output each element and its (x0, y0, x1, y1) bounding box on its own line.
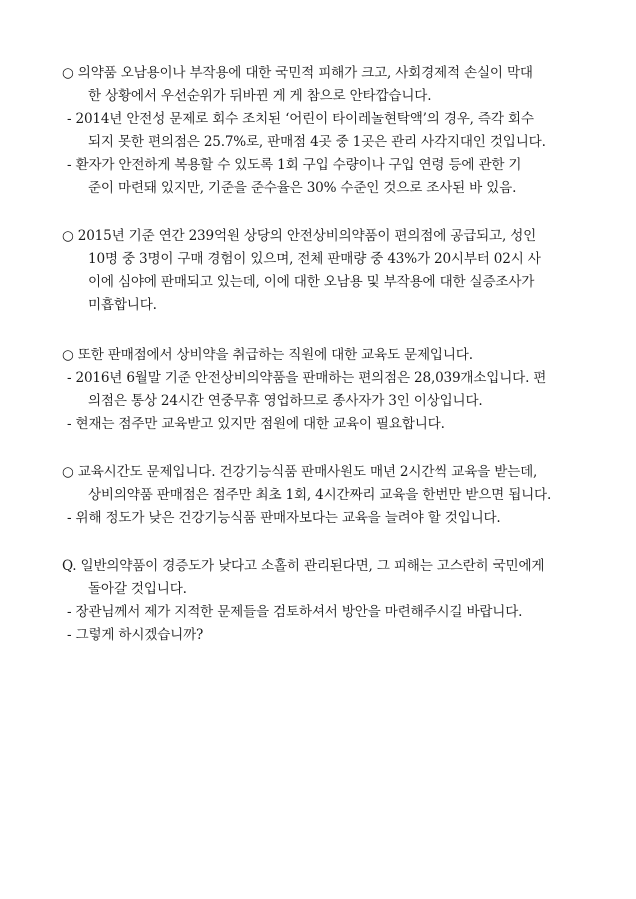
bullet-item-line: ○ 2015년 기준 연간 239억원 상당의 안전상비의약품이 편의점에 공급되고, 성인 (62, 228, 537, 244)
bullet-item-line: 상비의약품 판매점은 점주만 최초 1회, 4시간짜리 교육을 한번만 받으면 됩니다. (88, 487, 552, 503)
dash-item-line: - 환자가 안전하게 복용할 수 있도록 1회 구입 수량이나 구입 연령 등에 관한 기 (67, 157, 522, 173)
bullet-item-line: ○ 의약품 오남용이나 부작용에 대한 국민적 피해가 크고, 사회경제적 손실이 막대 (62, 65, 533, 81)
dash-item-line: 준이 마련돼 있지만, 기준을 준수율은 30% 수준인 것으로 조사된 바 있음. (88, 180, 517, 196)
bullet-item-line: ○ 교육시간도 문제입니다. 건강기능식품 판매사원도 매년 2시간씩 교육을 받는데, (62, 464, 538, 480)
bullet-item-line: 한 상황에서 우선순위가 뒤바뀐 게 게 참으로 안타깝습니다. (88, 88, 432, 104)
dash-item-line: - 현재는 점주만 교육받고 있지만 점원에 대한 교육이 필요합니다. (67, 416, 445, 432)
dash-item-line: 되지 못한 편의점은 25.7%로, 판매점 4곳 중 1곳은 관리 사각지대인 것입니다. (88, 134, 546, 150)
bullet-item-line: 10명 중 3명이 구매 경험이 있으며, 전체 판매량 중 43%가 20시부터 02시 사 (88, 251, 541, 267)
bullet-item-line: 미흡합니다. (88, 297, 157, 313)
dash-item-line: - 장관님께서 제가 지적한 문제들을 검토하셔서 방안을 마련해주시길 바랍니다. (67, 604, 523, 620)
bullet-item-line: ○ 또한 판매점에서 상비약을 취급하는 직원에 대한 교육도 문제입니다. (62, 347, 473, 363)
question-line: 돌아갈 것입니다. (88, 581, 187, 597)
dash-item-line: - 2016년 6월말 기준 안전상비의약품을 판매하는 편의점은 28,039개소입니다. 편 (67, 370, 547, 386)
bullet-item-line: 이에 심야에 판매되고 있는데, 이에 대한 오남용 및 부작용에 대한 실증조사가 (88, 274, 535, 290)
dash-item-line: - 그렇게 하시겠습니까? (67, 627, 204, 643)
dash-item-line: 의점은 통상 24시간 연중무휴 영업하므로 종사자가 3인 이상입니다. (88, 393, 483, 409)
question-line: Q. 일반의약품이 경증도가 낮다고 소홀히 관리된다면, 그 피해는 고스란히 국민에게 (62, 558, 545, 574)
dash-item-line: - 2014년 안전성 문제로 회수 조치된 ‘어린이 타이레놀현탁액’의 경우, 즉각 회수 (67, 111, 534, 127)
dash-item-line: - 위해 정도가 낮은 건강기능식품 판매자보다는 교육을 늘려야 할 것입니다. (67, 510, 501, 526)
